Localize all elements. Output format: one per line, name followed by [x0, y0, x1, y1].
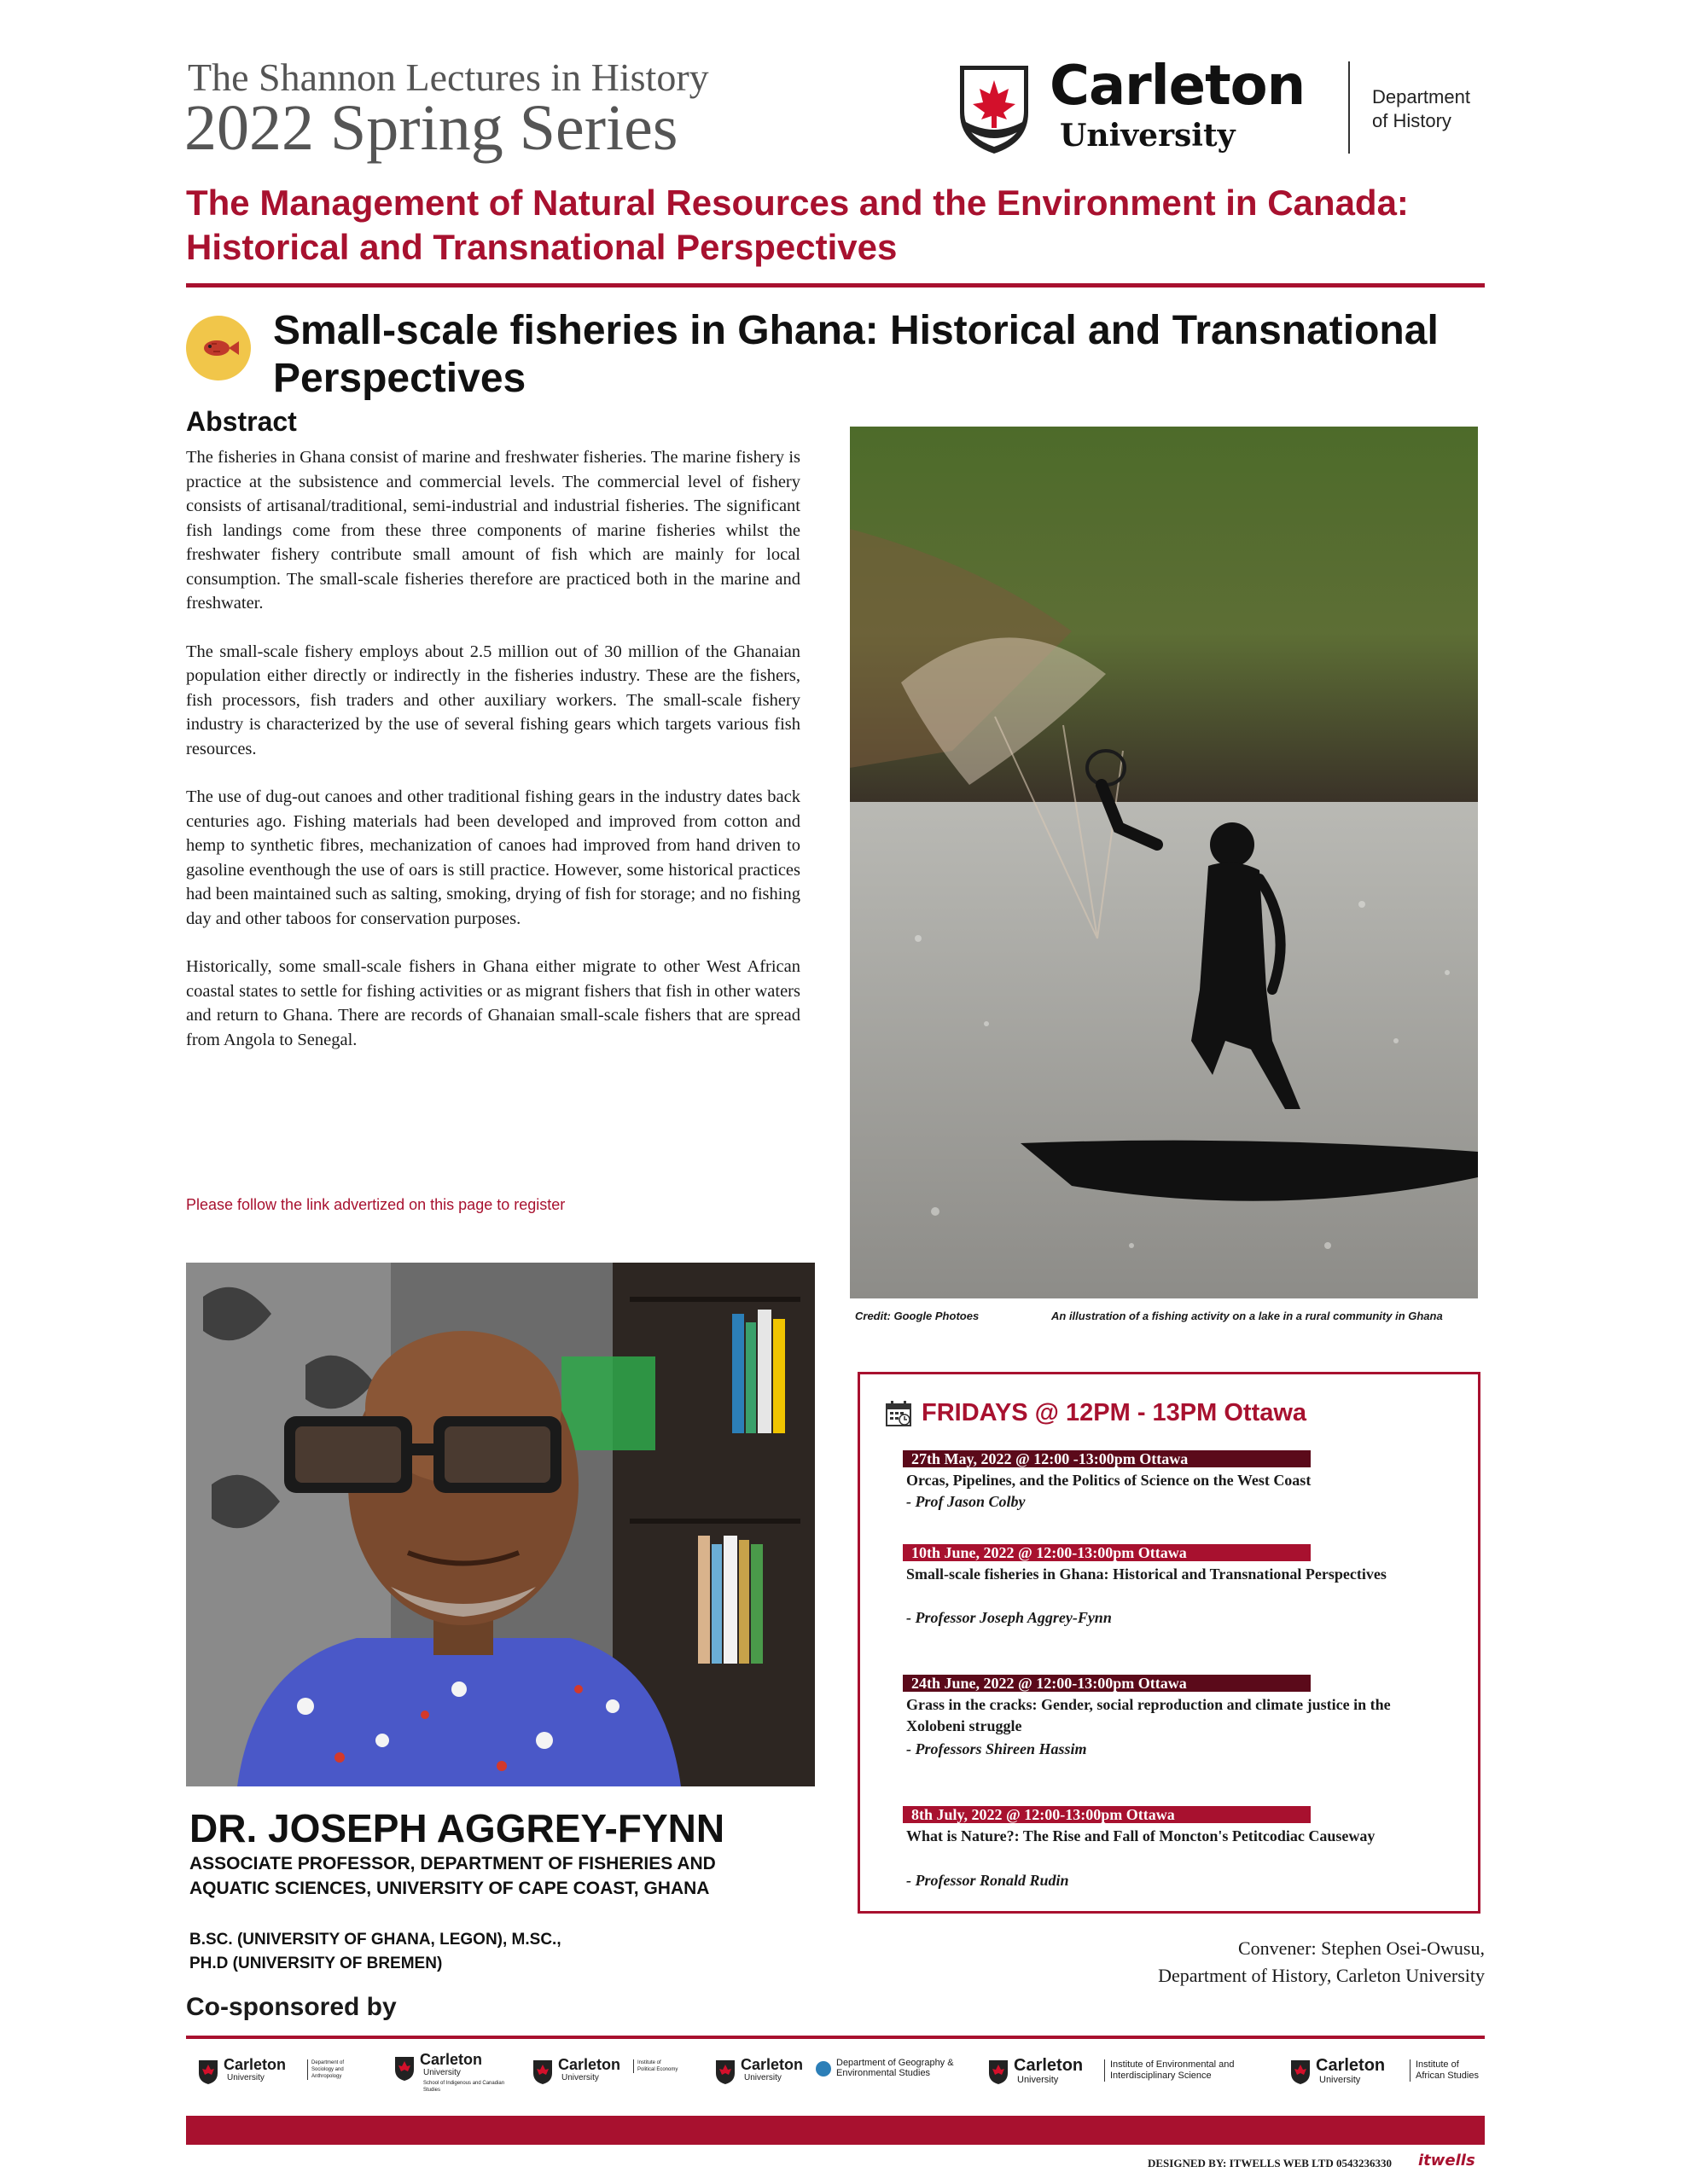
sponsor-logo [715, 2056, 963, 2099]
fish-icon [186, 316, 251, 380]
sponsor-unit: Institute of Environmental and Interdisciplinary Science [1104, 2059, 1264, 2082]
abstract-heading: Abstract [186, 406, 297, 437]
event-title: Orcas, Pipelines, and the Politics of Science on the West Coast [906, 1472, 1312, 1489]
carleton-shield-icon [956, 61, 1032, 155]
speaker-photo [186, 1263, 815, 1786]
sponsor-name: Carleton [558, 2056, 621, 2073]
sponsor-name: Carleton [1014, 2056, 1084, 2075]
series-theme-line1: The Management of Natural Resources and the Environment in Canada: [186, 183, 1409, 223]
calendar-icon [886, 1401, 911, 1426]
abstract-paragraph: The fisheries in Ghana consist of marine and freshwater fisheries. The marine fishery is practice at the subsistence and commercial levels. The commercial level of fishery consists of artisanal/traditional, semi-industrial and industrial fisheries. The significant fish landings come from these three components of marine fisheries whilst the freshwater fishery contribute small amount of fish which are mainly for local consumption. The small-scale fisheries therefore are practiced both in the marine and freshwater. [186, 448, 800, 613]
series-theme-title [186, 181, 1500, 270]
speaker-degrees [189, 1928, 561, 1976]
sponsor-unit: Institute of Political Economy [633, 2059, 680, 2073]
carleton-shield-icon [198, 2059, 218, 2085]
carleton-shield-icon [988, 2059, 1009, 2085]
carleton-shield-icon [394, 2056, 415, 2082]
series-title: 2022 Spring Series [184, 92, 678, 164]
register-note: Please follow the link advertized on this page to register [186, 1196, 566, 1213]
speaker-degree-line: PH.D (UNIVERSITY OF BREMEN) [189, 1955, 443, 1972]
abstract-paragraph: The use of dug-out canoes and other traditional fishing gears in the industry dates back centuries ago. Fishing materials had been developed and improved from cotton and hemp to synthetic fibres, mechanization of canoes had improved from hand driven to gasoline eventhough the use of oars is still practice. However, some historical practices had been maintained such as salting, smoking, drying of fish for storage; and no fishing day and other taboos for conservation purposes. [186, 787, 800, 928]
event-speaker: - Prof Jason Colby [906, 1493, 1026, 1510]
sponsor-logo [1290, 2056, 1486, 2099]
event-date: 27th May, 2022 @ 12:00 -13:00pm Ottawa [903, 1450, 1311, 1467]
sponsor-name: Carleton [224, 2056, 287, 2073]
fishing-lake-photo [850, 427, 1478, 1298]
globe-icon [816, 2061, 831, 2077]
speaker-degree-line: B.SC. (UNIVERSITY OF GHANA, LEGON), M.SC., [189, 1931, 561, 1949]
sponsor-unit: Department of Sociology and Anthropology [307, 2059, 363, 2080]
photo-caption: An illustration of a fishing activity on a lake in a rural community in Ghana [1051, 1310, 1443, 1322]
series-subtitle: The Shannon Lectures in History [188, 55, 709, 99]
event-title: Small-scale fisheries in Ghana: Historical and Transnational Perspectives [906, 1565, 1387, 1583]
abstract-body [186, 445, 800, 1076]
sponsor-sub: University [1017, 2075, 1059, 2085]
footer-bar [186, 2116, 1485, 2145]
abstract-paragraph: The small-scale fishery employs about 2.5 million out of 30 million of the Ghanaian population either directly or indirectly in the fisheries industry. These are the fishers, fish processors, fish traders and other auxiliary workers. The small-scale fishery industry is characterized by the use of several fishing gears which targets various fish resources. [186, 642, 800, 758]
designer-credit: DESIGNED BY: ITWELLS WEB LTD 0543236330 [1148, 2157, 1392, 2169]
carleton-shield-icon [715, 2059, 736, 2085]
event-date: 8th July, 2022 @ 12:00-13:00pm Ottawa [903, 1806, 1311, 1823]
sponsor-logo [988, 2056, 1261, 2099]
event-speaker: - Professor Ronald Rudin [906, 1872, 1069, 1889]
cosponsor-divider [186, 2036, 1485, 2039]
sponsor-name: Carleton [420, 2051, 483, 2068]
carleton-shield-icon [532, 2059, 553, 2085]
event-speaker: - Professors Shireen Hassim [906, 1740, 1087, 1757]
speaker-role-line: AQUATIC SCIENCES, UNIVERSITY OF CAPE COAST, GHANA [189, 1879, 710, 1898]
convener-line: Department of History, Carleton University [1158, 1965, 1485, 1986]
sponsor-logo [532, 2056, 678, 2099]
speaker-name: DR. JOSEPH AGGREY-FYNN [189, 1806, 725, 1850]
schedule-heading: FRIDAYS @ 12PM - 13PM Ottawa [922, 1399, 1307, 1426]
talk-title: Small-scale fisheries in Ghana: Historical and Transnational Perspectives [273, 308, 1439, 401]
event-speaker: - Professor Joseph Aggrey-Fynn [906, 1609, 1112, 1626]
carleton-history-logo [956, 55, 1485, 164]
sponsor-sub: University [1319, 2075, 1361, 2085]
sponsor-name: Carleton [1316, 2056, 1386, 2075]
sponsor-unit: Institute of African Studies [1410, 2059, 1482, 2082]
photo-credit: Credit: Google Photoes [855, 1310, 980, 1322]
speaker-role-line: ASSOCIATE PROFESSOR, DEPARTMENT OF FISHERIES AND [189, 1854, 716, 1873]
abstract-paragraph: Historically, some small-scale fishers in Ghana either migrate to other West African coastal states to settle for fishing activities or as migrant fishers that fish in other waters and return to Ghana. There are records of Ghanaian small-scale fishers that are spread from Angola to Senegal. [186, 957, 800, 1049]
speaker-role [189, 1851, 716, 1901]
event-date: 24th June, 2022 @ 12:00-13:00pm Ottawa [903, 1675, 1311, 1692]
convener-line: Convener: Stephen Osei-Owusu, [1237, 1937, 1485, 1959]
sponsor-unit: School of Indigenous and Canadian Studies [423, 2081, 505, 2093]
event-date: 10th June, 2022 @ 12:00-13:00pm Ottawa [903, 1544, 1311, 1561]
itwells-logo: itwells [1418, 2152, 1475, 2169]
logo-department: Department of History [1372, 86, 1470, 131]
sponsor-name: Carleton [741, 2056, 804, 2073]
sponsor-logo [198, 2056, 352, 2099]
sponsor-sub: University [561, 2073, 599, 2082]
convener [1050, 1935, 1485, 1989]
logo-name: Carleton [1050, 55, 1306, 118]
sponsor-sub: University [423, 2068, 461, 2077]
event-title: Grass in the cracks: Gender, social reproduction and climate justice in the Xolobeni struggle [906, 1696, 1391, 1734]
series-theme-line2: Historical and Transnational Perspectives [186, 227, 898, 267]
sponsor-unit: Department of Geography & Environmental Studies [836, 2058, 954, 2078]
sponsor-logo [394, 2051, 522, 2099]
logo-university: University [1060, 118, 1236, 154]
event-title: What is Nature?: The Rise and Fall of Moncton's Petitcodiac Causeway [906, 1827, 1376, 1844]
cosponsor-heading: Co-sponsored by [186, 1993, 397, 2021]
sponsor-sub: University [227, 2073, 265, 2082]
sponsor-sub: University [744, 2073, 782, 2082]
carleton-shield-icon [1290, 2059, 1311, 2085]
logo-divider [1348, 61, 1350, 154]
title-divider [186, 283, 1485, 288]
